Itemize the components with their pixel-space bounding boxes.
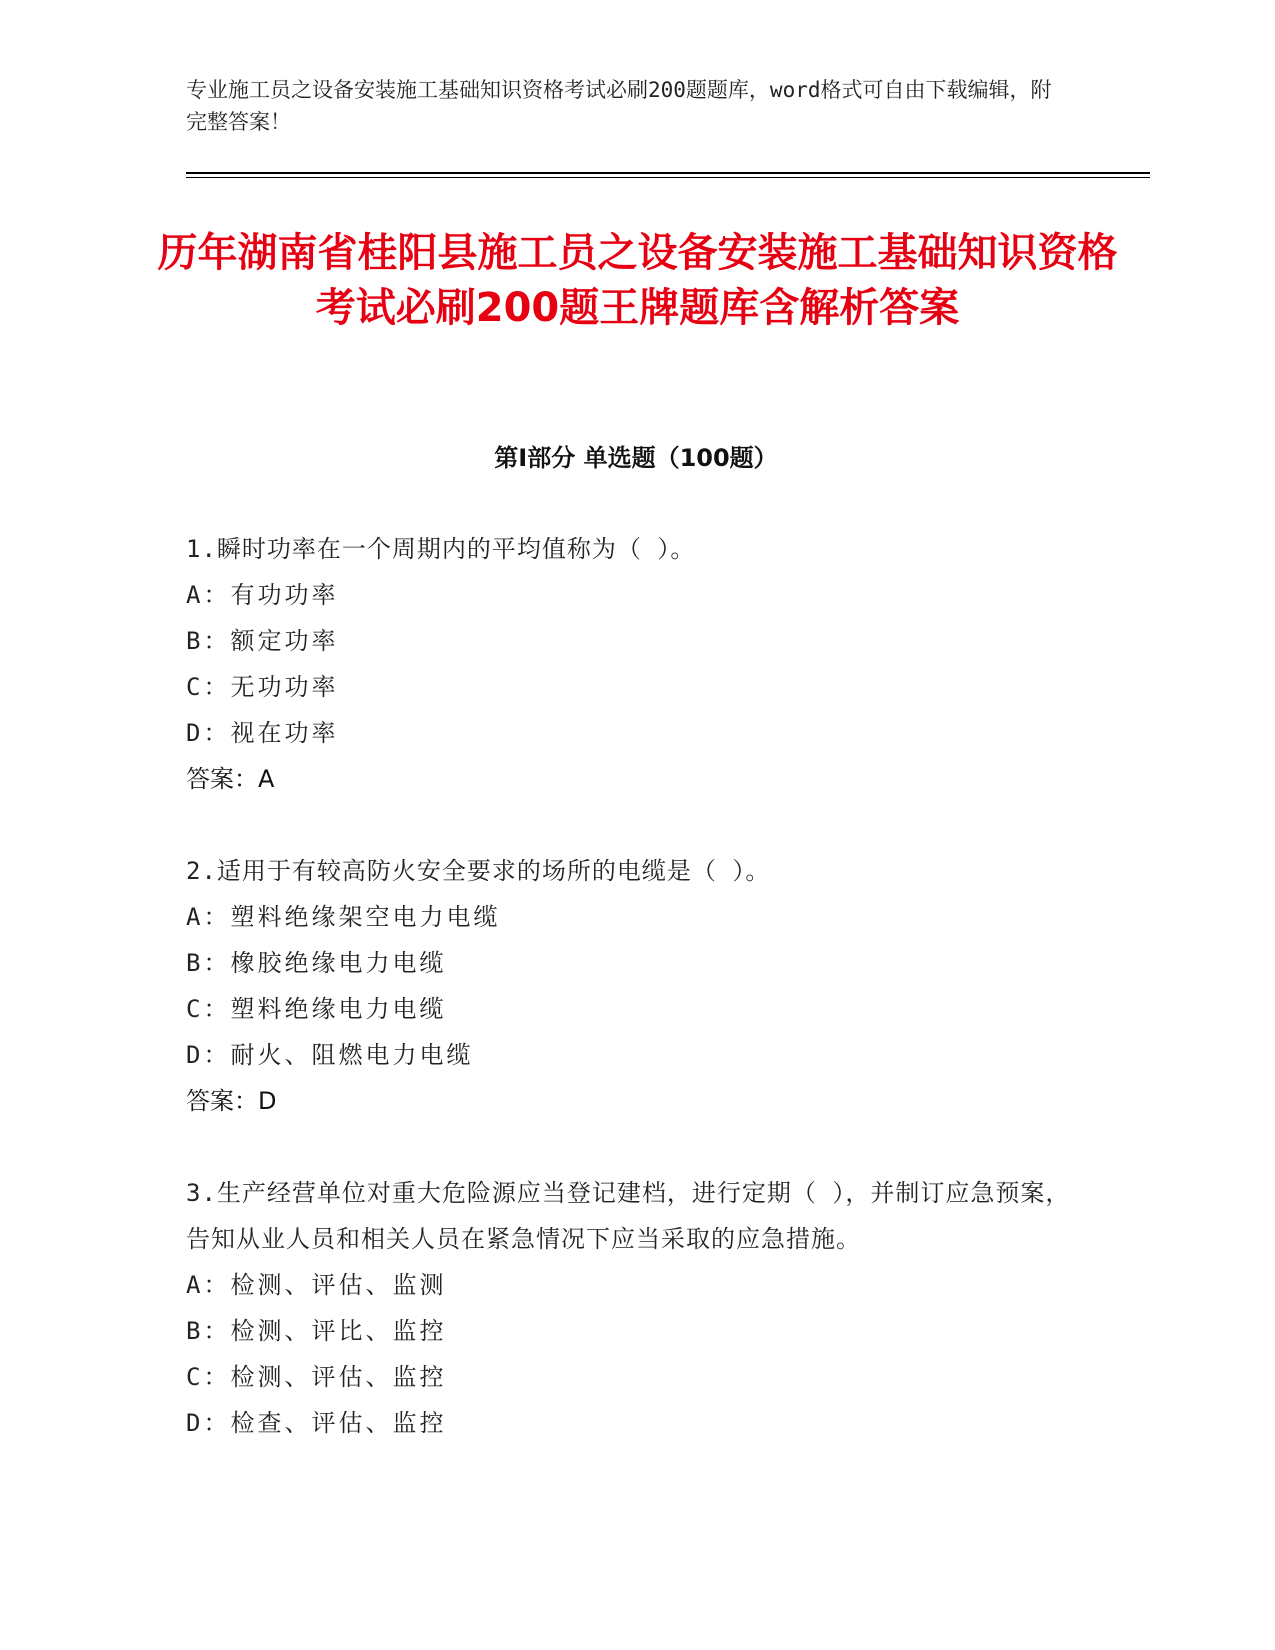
question-2 [186, 848, 1086, 1124]
option-d: D：检查、评估、监控 [186, 1409, 447, 1437]
option-b: B：额定功率 [186, 627, 339, 655]
option-c: C：塑料绝缘电力电缆 [186, 995, 447, 1023]
option-a: A：塑料绝缘架空电力电缆 [186, 903, 501, 931]
answer: 答案：D [186, 1087, 277, 1115]
option-a: A：有功功率 [186, 581, 339, 609]
option-d: D：耐火、阻燃电力电缆 [186, 1041, 474, 1069]
option-a: A：检测、评估、监测 [186, 1271, 447, 1299]
question-stem: 3.生产经营单位对重大危险源应当登记建档，进行定期（ ），并制订应急预案，告知从业人员和相关人员在紧急情况下应当采取的应急措施。 [186, 1179, 1071, 1253]
option-d: D：视在功率 [186, 719, 339, 747]
option-b: B：橡胶绝缘电力电缆 [186, 949, 447, 977]
option-b: B：检测、评比、监控 [186, 1317, 447, 1345]
document-title: 历年湖南省桂阳县施工员之设备安装施工基础知识资格考试必刷200题王牌题库含解析答案 [157, 230, 1118, 331]
question-list [186, 526, 1086, 1492]
option-c: C：无功功率 [186, 673, 339, 701]
header-divider-thin [186, 177, 1150, 178]
header-note: 专业施工员之设备安装施工基础知识资格考试必刷200题题库，word格式可自由下载编辑，附完整答案！ [186, 78, 1052, 134]
option-c: C：检测、评估、监控 [186, 1363, 447, 1391]
section-title: 第I部分 单选题（100题） [494, 444, 778, 472]
question-stem: 1.瞬时功率在一个周期内的平均值称为（ ）。 [186, 535, 696, 563]
question-3 [186, 1170, 1086, 1446]
question-stem: 2.适用于有较高防火安全要求的场所的电缆是（ ）。 [186, 857, 771, 885]
answer: 答案：A [186, 765, 275, 793]
question-1 [186, 526, 1086, 802]
header-divider-thick [186, 172, 1150, 174]
